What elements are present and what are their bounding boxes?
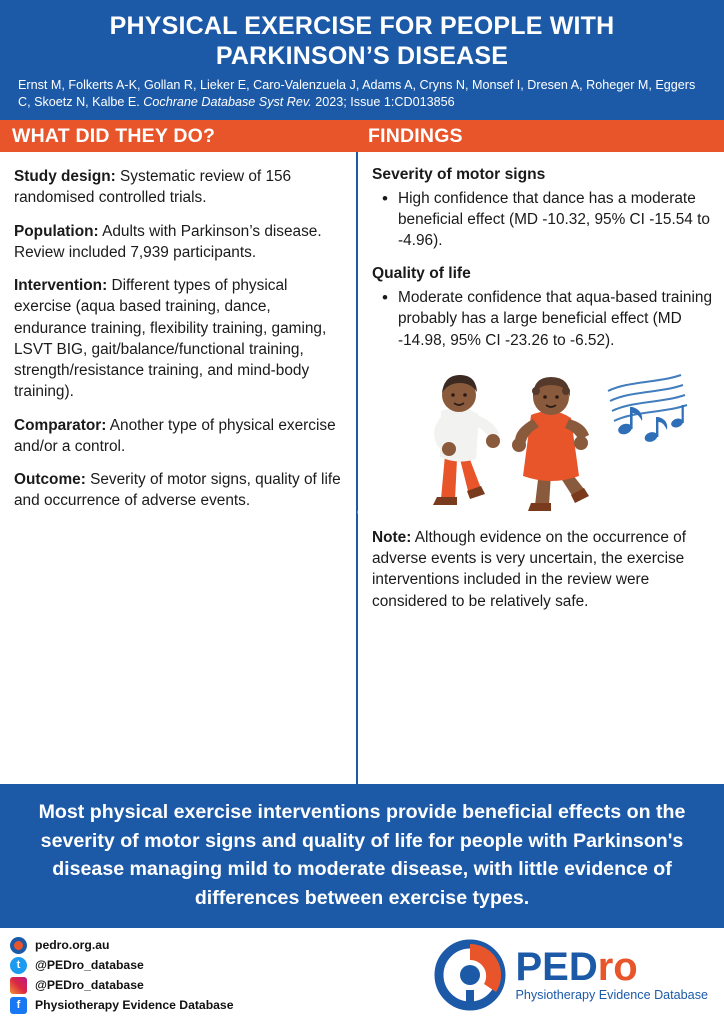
- methods-item-text: Adults with Parkinson’s disease. Review included 7,939 participants.: [14, 222, 322, 261]
- brand-word-ro: ro: [597, 945, 638, 989]
- facebook-icon: f: [10, 997, 27, 1014]
- twitter-icon: t: [10, 957, 27, 974]
- banner-label-findings: FINDINGS: [368, 124, 463, 147]
- finding-heading: Severity of motor signs: [372, 166, 546, 184]
- methods-item-text: Different types of physical exercise (aqua based training, dance, endurance training, flexibility training, gaming, LSVT BIG, gait/balance/functional training, strength/resistance training, and mind-body training).: [14, 277, 327, 401]
- citation-details: 2023; Issue 1:CD013856: [311, 94, 455, 109]
- author-list: Ernst M, Folkerts A-K, Gollan R, Lieker E, Caro-Valenzuela J, Adams A, Cryns N, Monsef I, Dresen A, Roheger M, Eggers C, Skoetz N, Kalbe E.: [18, 78, 696, 109]
- list-item: • Moderate confidence that aqua-based training probably has a large beneficial effect (MD -14.98, 95% CI -23.26 to -6.52).: [372, 287, 714, 351]
- methods-item-label: Outcome:: [14, 471, 86, 489]
- brand-word-ped: PED: [515, 945, 598, 989]
- methods-item-text: Severity of motor signs, quality of life and occurrence of adverse events.: [14, 471, 341, 510]
- facebook-label: Physiotherapy Evidence Database: [35, 998, 234, 1012]
- list-item: • High confidence that dance has a moderate beneficial effect (MD -10.32, 95% CI -15.54 to -4.96).: [372, 188, 714, 252]
- methods-item-label: Population:: [14, 222, 99, 240]
- methods-item-text: Another type of physical exercise and/or a control.: [14, 416, 336, 455]
- note-text: Although evidence on the occurrence of adverse events is very uncertain, the exercise interventions included in the review were considered to be relatively safe.: [372, 528, 686, 610]
- methods-item-label: Comparator:: [14, 416, 107, 434]
- conclusion-banner: Most physical exercise interventions provide beneficial effects on the severity of motor signs and quality of life for people with Parkinson's disease managing mild to moderate disease, with little evidence of differences between exercise types.: [0, 784, 724, 928]
- instagram-label: @PEDro_database: [35, 978, 144, 992]
- instagram-icon: ◉: [10, 977, 27, 994]
- page-title: PHYSICAL EXERCISE FOR PEOPLE WITH PARKINSON’S DISEASE: [109, 12, 615, 70]
- finding-heading: Quality of life: [372, 265, 471, 283]
- website-label: pedro.org.au: [35, 938, 110, 952]
- note-label: Note:: [372, 528, 412, 546]
- brand-subtitle: Physiotherapy Evidence Database: [515, 988, 708, 1002]
- journal-name: Cochrane Database Syst Rev.: [143, 94, 312, 109]
- methods-item-label: Intervention:: [14, 277, 108, 295]
- methods-item-label: Study design:: [14, 168, 116, 186]
- twitter-label: @PEDro_database: [35, 958, 144, 972]
- banner-label-methods: WHAT DID THEY DO?: [12, 124, 216, 147]
- methods-item-text: Systematic review of 156 randomised controlled trials.: [14, 168, 292, 207]
